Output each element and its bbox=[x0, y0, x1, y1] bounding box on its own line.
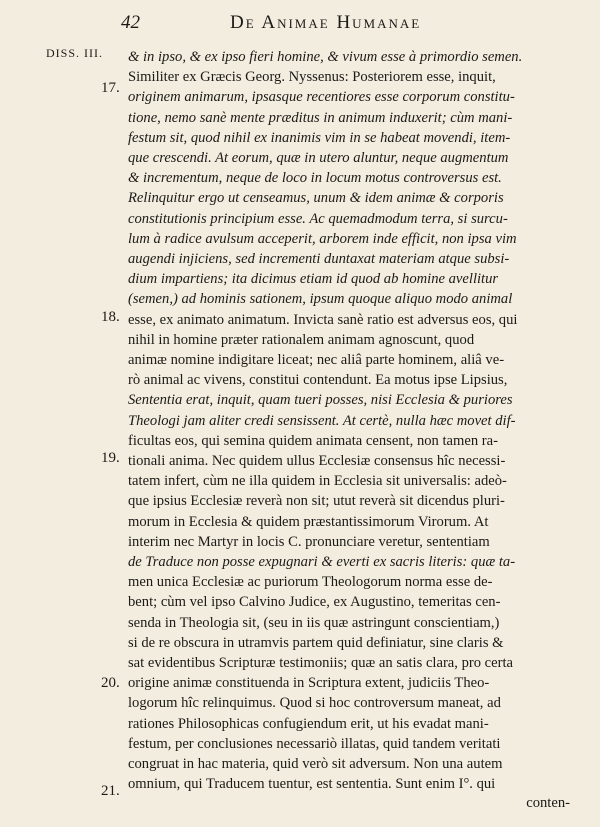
text-line: que ipsius Ecclesiæ reverà non sit; utut reverà sit dicendus pluri- bbox=[128, 493, 505, 510]
text-line: congruat in hac materia, quid verò sit adversum. Non una autem bbox=[128, 756, 503, 772]
page-number: 42 bbox=[121, 12, 140, 33]
text-line: ficultas eos, qui semina quidem animata censent, non tamen ra- bbox=[128, 432, 498, 449]
text-line: senda in Theologia sit, (seu in iis quæ astringunt conscientiam,) bbox=[128, 614, 500, 631]
text-line: & incrementum, neque de loco in locum motus controversus est. bbox=[128, 170, 502, 187]
text-line: constitutionis principium esse. Ac quemadmodum terra, si surcu- bbox=[128, 210, 508, 227]
text-line: & in ipso, & ex ipso fieri homine, & vivum esse à primordio semen. bbox=[128, 49, 523, 65]
text-line: tatem infert, cùm ne illa quidem in Ecclesia sit universalis: adeò- bbox=[128, 473, 507, 490]
text-line: Theologi jam aliter credi sensissent. At certè, nulla hæc movet dif- bbox=[128, 412, 516, 429]
text-line: Sententia erat, inquit, quam tueri posses, nisi Ecclesia & puriores bbox=[128, 392, 513, 409]
text-line: festum, per conclusiones necessariò illatas, quid tandem veritati bbox=[128, 735, 501, 752]
text-line: bent; cùm vel ipso Calvino Judice, ex Augustino, temeritas cen- bbox=[128, 594, 501, 611]
text-line: animæ nomine indigitare liceat; nec aliâ parte hominem, aliâ ve- bbox=[128, 352, 505, 368]
text-line: esse, ex animato animatum. Invicta sanè ratio est adversus eos, qui bbox=[128, 311, 518, 328]
text-line: interim nec Martyr in locis C. pronunciare veretur, sententiam bbox=[128, 533, 490, 550]
text-line: logorum hîc relinquimus. Quod si hoc controversum maneat, ad bbox=[128, 695, 501, 712]
text-line: sat evidentibus Scripturæ testimoniis; quæ an satis clara, pro certa bbox=[128, 655, 514, 671]
text-line: rò animal ac vivens, constitui contendunt. Ea motus ipse Lipsius, bbox=[128, 372, 508, 389]
catchword: conten- bbox=[526, 795, 570, 811]
text-line: lum à radice avulsum acceperit, arborem inde efficit, non ipsa vim bbox=[128, 230, 517, 247]
text-line: originem animarum, ipsasque recentiores esse corporum constitu- bbox=[128, 89, 515, 106]
text-line: que crescendi. At eorum, quæ in utero aluntur, neque augmentum bbox=[128, 150, 509, 166]
text-line: Similiter ex Græcis Georg. Nyssenus: Posteriorem esse, inquit, bbox=[128, 69, 496, 86]
text-line: (semen,) ad hominis sationem, ipsum quoque aliquo modo animal bbox=[128, 291, 513, 308]
text-line: festum sit, quod nihil ex inanimis vim in se habeat movendi, item- bbox=[128, 129, 511, 146]
text-line: origine animæ constituenda in Scriptura extent, judiciis Theo- bbox=[128, 675, 490, 692]
text-line: dium impartiens; ita dicimus etiam id quod ab homine avellitur bbox=[128, 271, 499, 288]
text-line: rationes Philosophicas confugiendum erit, ut his evadat mani- bbox=[128, 715, 489, 732]
section-number: 19. bbox=[101, 450, 120, 466]
text-line: si de re obscura in utramvis partem quid definiatur, sine claris & bbox=[128, 634, 504, 651]
section-number: 20. bbox=[101, 675, 120, 691]
dissertation-label: DISS. III. bbox=[46, 46, 103, 60]
running-title: De Animae Humanae bbox=[230, 12, 422, 33]
text-line: men unica Ecclesiæ ac puriorum Theologorum norma esse de- bbox=[128, 574, 493, 591]
text-line: Relinquitur ergo ut censeamus, unum & idem animæ & corporis bbox=[128, 190, 504, 207]
text-line: nihil in homine præter rationalem animam agnoscunt, quod bbox=[128, 331, 475, 348]
section-number: 18. bbox=[101, 309, 120, 325]
section-number: 21. bbox=[101, 783, 120, 799]
text-line: omnium, qui Traducem tuentur, est sententia. Sunt enim I°. qui bbox=[128, 776, 496, 793]
text-line: morum in Ecclesia & quidem præstantissimorum Virorum. At bbox=[128, 513, 489, 530]
text-line: augendi injiciens, sed incrementi duntaxat materiam atque subsi- bbox=[128, 251, 510, 267]
section-number: 17. bbox=[101, 80, 120, 96]
text-line: de Traduce non posse expugnari & everti ex sacris literis: quæ ta- bbox=[128, 554, 516, 570]
text-line: tionali anima. Nec quidem ullus Ecclesiæ consensus hîc necessi- bbox=[128, 453, 506, 469]
text-line: tione, nemo sanè mente præditus in animum induxerit; cùm mani- bbox=[128, 109, 513, 126]
